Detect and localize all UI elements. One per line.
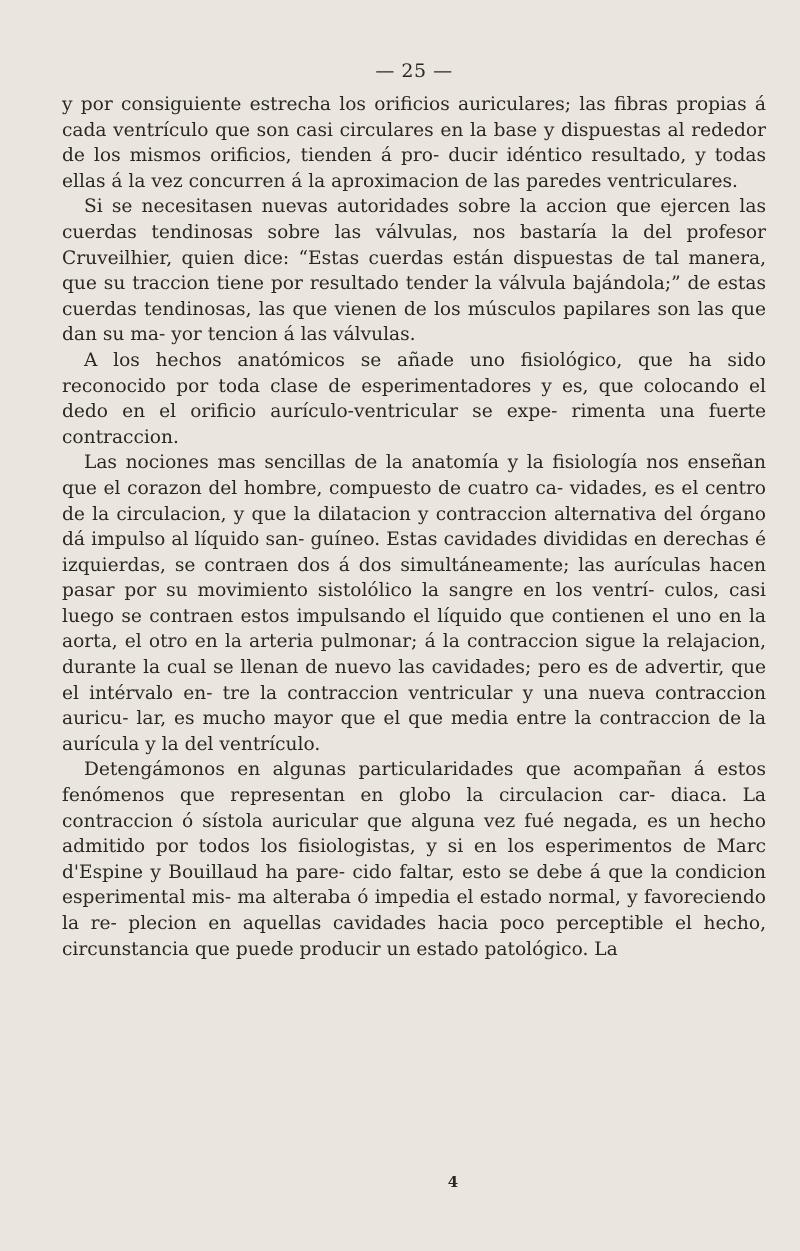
body-text bbox=[62, 92, 766, 962]
paragraph-2: Si se necesitasen nuevas autoridades sobre la accion que ejercen las cuerdas tendinosas sobre las válvulas, nos bastaría la del profesor Cruveilhier, quien dice: “Estas cuerdas están dispuestas de tal manera, que su traccion tiene por resultado tender la válvula bajándola;” de estas cuerdas tendinosas, las que vienen de los músculos papilares son las que dan su ma- yor tencion á las válvulas. bbox=[62, 196, 766, 346]
paragraph-4: Las nociones mas sencillas de la anatomía y la fisiología nos enseñan que el corazon del hombre, compuesto de cuatro ca- vidades, es el centro de la circulacion, y que la dilatacion y contraccion alternativa del órgano dá impulso al líquido san- guíneo. Estas cavidades divididas en derechas é izquierdas, se contraen dos á dos simultáneamente; las aurículas hacen pasar por su movimiento sistolólico la sangre en los ventrí- culos, casi luego se contraen estos impulsando el líquido que contienen el uno en la aorta, el otro en la arteria pulmonar; á la contraccion sigue la relajacion, durante la cual se llenan de nuevo las cavidades; pero es de advertir, que el intérvalo en- tre la contraccion ventricular y una nueva contraccion auricu- lar, es mucho mayor que el que media entre la contraccion de la aurícula y la del ventrículo. bbox=[62, 452, 766, 755]
paragraph-3: A los hechos anatómicos se añade uno fisiológico, que ha sido reconocido por toda clase de esperimentadores y es, que colocando el dedo en el orificio aurículo-ventricular se expe- rimenta una fuerte contraccion. bbox=[62, 349, 766, 448]
page-number: — 25 — bbox=[375, 60, 453, 82]
paragraph-5: Detengámonos en algunas particularidades que acompañan á estos fenómenos que representan en globo la circulacion car- diaca. La contraccion ó sístola auricular que alguna vez fué negada, es un hecho admitido por todos los fisiologistas, y si en los esperimentos de Marc d'Espine y Bouillaud ha pare- cido faltar, esto se debe á que la condicion esperimental mis- ma alteraba ó impedia el estado normal, y favoreciendo la re- plecion en aquellas cavidades hacia poco perceptible el hecho, circunstancia que puede producir un estado patológico. La bbox=[62, 759, 766, 960]
signature-mark bbox=[0, 1173, 800, 1191]
signature-mark-text: 4 bbox=[447, 1173, 459, 1191]
paragraph-1: y por consiguiente estrecha los orificios auriculares; las fibras propias á cada ventrículo que son casi circulares en la base y dispuestas al rededor de los mismos orificios, tienden á pro- ducir idéntico resultado, y todas ellas á la vez concurren á la aproximacion de las paredes ventriculares. bbox=[62, 94, 766, 192]
